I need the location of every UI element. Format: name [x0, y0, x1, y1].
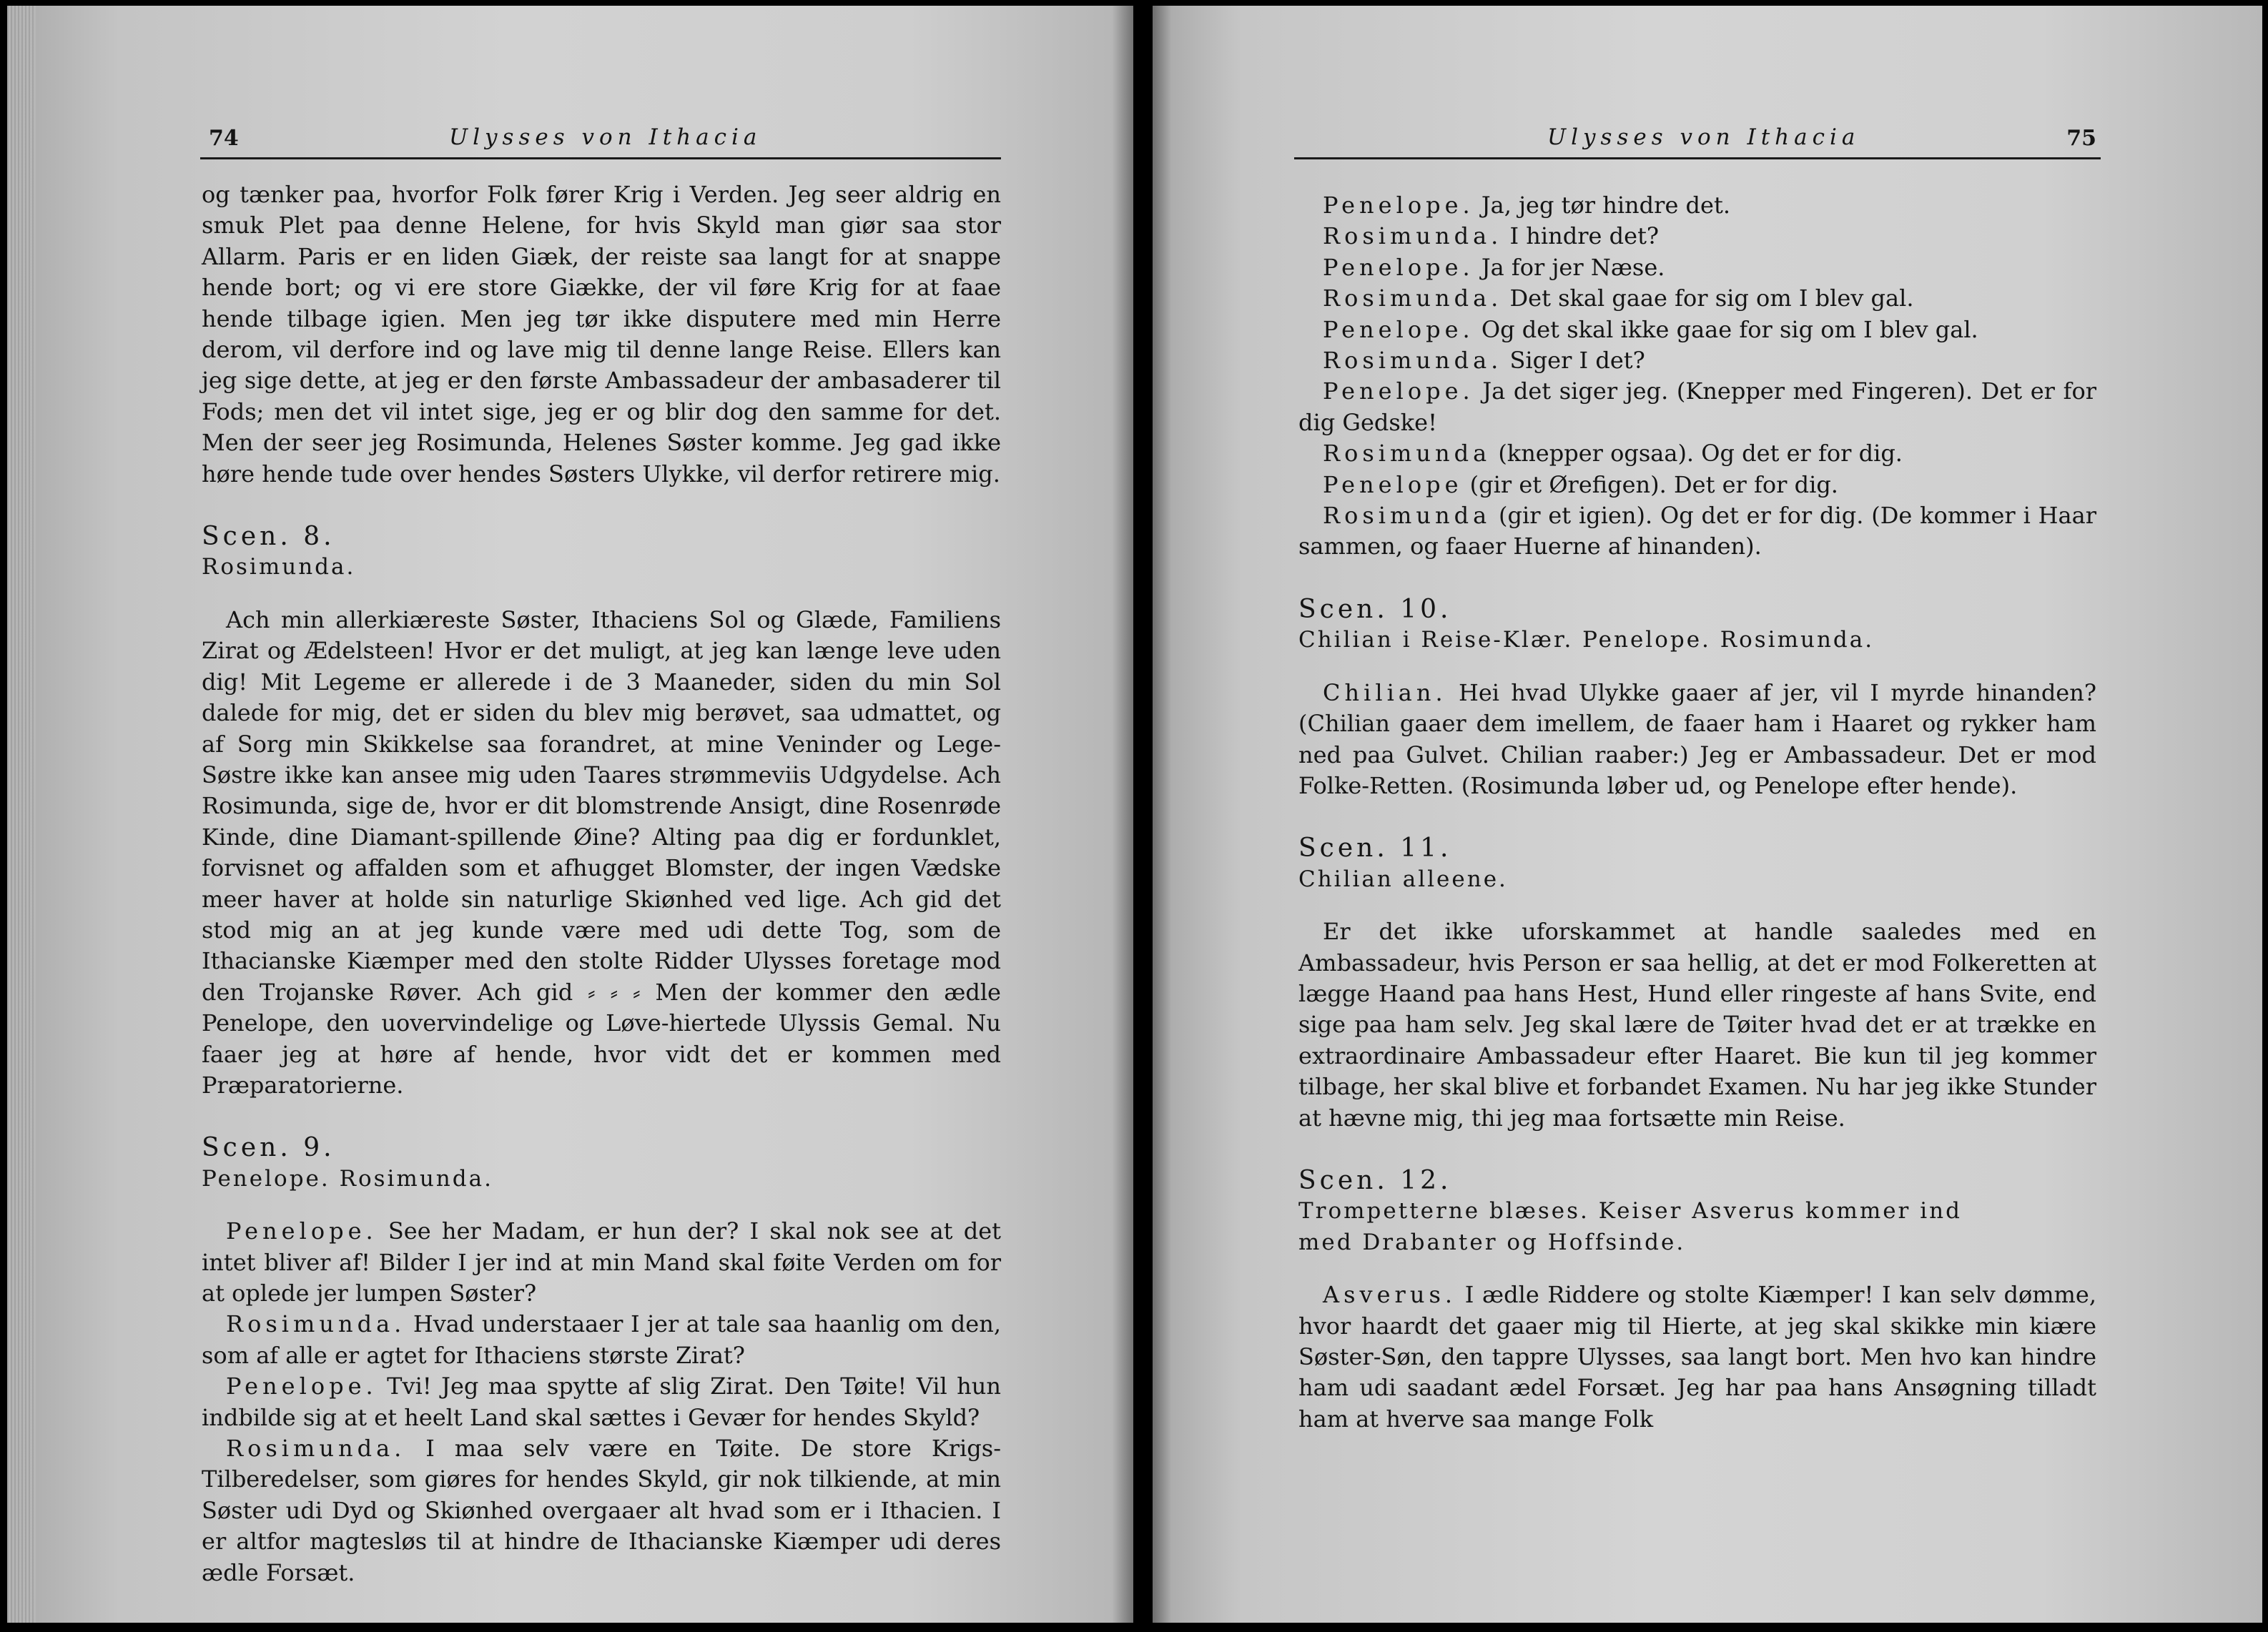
dialogue-line [1298, 283, 2096, 314]
dialogue-line [1298, 1280, 2096, 1435]
speaker: Penelope. [1323, 192, 1474, 219]
scene-heading: Scen. 11. [1298, 834, 1452, 864]
line-text: Hei hvad Ulykke gaaer af jer, vil I myrde hinanden? (Chilian gaaer dem imellem, de faaer ham i Haaret og rykker ham ned paa Gulvet. Chilian raaber:) Jeg er Ambassadeur. Det er mod Folke-Retten. (Rosimunda løber ud, og Penelope efter hende). [1298, 678, 2097, 799]
speaker: Chilian. [1323, 678, 1447, 706]
line-text: (gir et Ørefigen). Det er for dig. [1469, 470, 1838, 498]
monologue: Er det ikke uforskammet at handle saaledes med en Ambassadeur, hvis Person er saa hellig, at det er mod Folkeretten at lægge Haand paa hans Hest, Hund eller ringeste af hans Svite, end sige paa ham selv. Jeg skal lære de Tøiter hvad det er at trække en extraordinaire Ambassadeur efter Haaret. Bie kun til jeg kommer tilbage, her skal blive et forbandet Examen. Nu har jeg ikke Stunder at hævne mig, thi jeg maa fortsætte min Reise. [1298, 918, 2096, 1132]
speaker: Penelope. [1323, 253, 1474, 281]
line-text: I ædle Riddere og stolte Kiæmper! I kan selv dømme, hvor haardt det gaaer mig til Hierte, at jeg skal skikke min kiære Søster-Søn, den tappre Ulysses, saa langt bort. Men hvo kan hindre ham udi saadant ædel Forsæt. Jeg har paa hans Ansøgning tilladt ham at hverve saa mange Folk [1298, 1281, 2097, 1433]
speaker: Rosimunda. [1323, 222, 1503, 250]
scene-heading: Scen. 8. [202, 522, 335, 552]
line-text: I maa selv være en Tøite. De store Krigs-Tilberedelser, som giøres for hendes Skyld, gir nok tilkiende, at min Søster udi Dyd og Skiønhed overgaaer alt hvad som er i Ithacien. I er altfor magtesløs til at hindre de Ithacianske Kiæmper udi deres ædle Forsæt. [202, 1435, 1002, 1586]
dialogue-line [1298, 470, 2096, 500]
page-edges [7, 6, 36, 1623]
line-text: Siger I det? [1509, 347, 1645, 375]
dialogue-line [202, 1371, 1001, 1433]
spine-shadow [1153, 6, 1171, 1623]
left-page [7, 6, 1133, 1623]
dialogue-line [1298, 678, 2096, 802]
line-text: (knepper ogsaa). Og det er for dig. [1498, 440, 1903, 468]
scene-cast: Rosimunda. [202, 554, 356, 580]
line-text: I hindre det? [1509, 222, 1660, 250]
speaker: Rosimunda. [1323, 347, 1503, 375]
page-number: 75 [2066, 126, 2096, 151]
speaker: Penelope. [226, 1373, 378, 1400]
spine-shadow [1112, 6, 1133, 1623]
line-text: Hvad understaaer I jer at tale saa haanlig om den, som af alle er agtet for Ithaciens største Zirat? [202, 1310, 1002, 1369]
dialogue-line [202, 1433, 1001, 1588]
line-text: Og det skal ikke gaae for sig om I blev gal. [1481, 315, 1978, 343]
dialogue-line [202, 1216, 1001, 1309]
speaker: Rosimunda [1323, 502, 1492, 530]
speaker: Penelope. [1323, 315, 1474, 343]
line-text: Ja det siger jeg. (Knepper med Fingeren). Det er for dig Gedske! [1298, 377, 2097, 436]
line-text: Det skal gaae for sig om I blev gal. [1509, 285, 1914, 312]
line-text: Ja for jer Næse. [1481, 253, 1665, 281]
monologue: Ach min allerkiæreste Søster, Ithaciens Sol og Glæde, Familiens Zirat og Ædelsteen! Hvor er det muligt, at jeg kan længe leve uden dig! Mit Legeme er allerede i de 3 Maaneder, siden du min Sol dalede for mig, det er siden du blev mig berøvet, saa udmattet, og af Sorg min Skikkelse saa forandret, at mine Veninder og Lege-Søstre ikke kan ansee mig uden Taares strømmeviis Udgydelse. Ach Rosimunda, sige de, hvor er dit blomstrende Ansigt, dine Rosenrøde Kinde, dine Diamant-spillende Øine? Alting paa dig er fordunklet, forvisnet og affalden som et afhugget Blomster, der ingen Vædske meer haver at holde sin naturlige Skiønhed ved lige. Ach gid det stod mig an at jeg kunde være med udi dette Tog, som de Ithacianske Kiæmper med den stolte Ridder Ulysses foretage mod den Trojanske Røver. Ach gid ⸗ ⸗ ⸗ Men der kommer den ædle Penelope, den uovervindelige og Løve-hiertede Ulyssis Gemal. Nu faaer jeg at høre af hende, hvor vidt det er kommen med Præparatorierne. [202, 605, 1001, 1099]
speaker: Penelope [1323, 470, 1463, 498]
opening-paragraph: og tænker paa, hvorfor Folk fører Krig i Verden. Jeg seer aldrig en smuk Plet paa denne Helene, for hvis Skyld man giør saa stor Allarm. Paris er en liden Giæk, der reiste saa langt for at snappe hende bort; og vi ere store Giække, der vil føre Krig for at faae hende tilbage igien. Men jeg tør ikke disputere med min Herre derom, vil derfore ind og lave mig til denne lange Reise. Ellers kan jeg sige dette, at jeg er den første Ambassadeur der ambasaderer til Fods; men det vil intet sige, jeg er og blir dog den samme for det. Men der seer jeg Rosimunda, Helenes Søster komme. Jeg gad ikke høre hende tude over hendes Søsters Ulykke, vil derfor retirere mig. [202, 181, 1001, 488]
dialogue-line [202, 1309, 1001, 1371]
dialogue-line [1298, 252, 2096, 283]
dialogue-line [1298, 345, 2096, 376]
dialogue-line [1298, 315, 2096, 345]
scene-heading: Scen. 10. [1298, 594, 1452, 624]
speaker: Asverus. [1323, 1281, 1457, 1309]
scene-cast: Chilian alleene. [1298, 866, 1508, 892]
running-title: Ulysses von Ithacia [449, 124, 762, 150]
right-page [1153, 6, 2262, 1623]
scene-cast: Chilian i Reise-Klær. Penelope. Rosimunda. [1298, 627, 1875, 653]
dialogue-line [1298, 190, 2096, 221]
line-text: See her Madam, er hun der? I skal nok see at det intet bliver af! Bilder I jer ind at min Mand skal føite Verden om for at oplede jer lumpen Søster? [202, 1217, 1002, 1307]
speaker: Rosimunda. [1323, 285, 1503, 312]
page-body [202, 179, 1001, 1588]
running-title: Ulysses von Ithacia [1547, 124, 1860, 150]
line-text: Tvi! Jeg maa spytte af slig Zirat. Den Tøite! Vil hun indbilde sig at et heelt Land skal sættes i Gevær for hendes Skyld? [202, 1373, 1002, 1431]
scene-cast: med Drabanter og Hoffsinde. [1298, 1229, 1686, 1255]
running-header [200, 120, 1001, 159]
dialogue-line [1298, 500, 2096, 563]
dialogue-line [1298, 438, 2096, 469]
scene-heading: Scen. 9. [202, 1133, 335, 1163]
page-body [1298, 190, 2096, 1435]
line-text: (gir et igien). Og det er for dig. (De kommer i Haar sammen, og faaer Huerne af hinanden). [1298, 502, 2097, 560]
speaker: Rosimunda. [226, 1310, 406, 1338]
dialogue-line [1298, 376, 2096, 438]
speaker: Penelope. [1323, 377, 1474, 405]
running-header [1294, 120, 2101, 159]
dialogue-line [1298, 221, 2096, 252]
scene-cast: Penelope. Rosimunda. [202, 1165, 493, 1192]
line-text: Ja, jeg tør hindre det. [1481, 192, 1730, 219]
speaker: Penelope. [226, 1217, 378, 1245]
page-number: 74 [209, 126, 239, 151]
scene-cast: Trompetterne blæses. Keiser Asverus kommer ind [1298, 1198, 1962, 1225]
speaker: Rosimunda. [226, 1435, 406, 1463]
scene-heading: Scen. 12. [1298, 1165, 1452, 1195]
speaker: Rosimunda [1323, 440, 1492, 468]
